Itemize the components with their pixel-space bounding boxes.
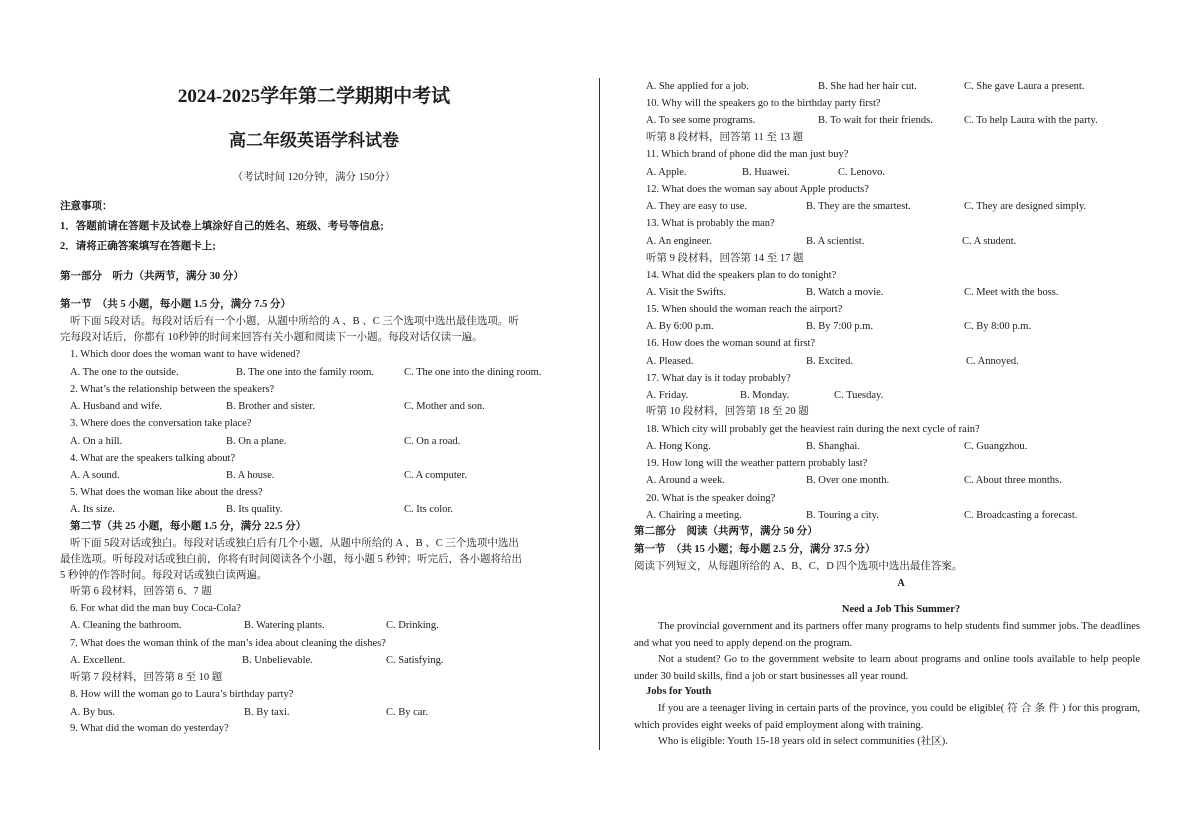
part2-section1-heading: 第一节 （共 15 小题；每小题 2.5 分，满分 37.5 分） bbox=[634, 544, 876, 555]
q5-option-b: B. Its quality. bbox=[226, 504, 283, 515]
passage-paragraph-3: If you are a teenager living in certain parts of the province, you could be eligible( 符 合 条 件 ) for this program, which provides eight weeks of paid employment along with training. bbox=[634, 703, 1140, 731]
question-20: 20. What is the speaker doing? bbox=[646, 493, 776, 504]
section1-heading: 第一节 （共 5 小题，每小题 1.5 分，满分 7.5 分） bbox=[60, 299, 291, 310]
q19-option-c: C. About three months. bbox=[964, 475, 1062, 486]
q11-option-b: B. Huawei. bbox=[742, 167, 790, 178]
q17-option-c: C. Tuesday. bbox=[834, 390, 884, 401]
question-12: 12. What does the woman say about Apple products? bbox=[646, 184, 869, 195]
q15-option-c: C. By 8:00 p.m. bbox=[964, 321, 1032, 332]
q9-option-b: B. She had her hair cut. bbox=[818, 81, 917, 92]
question-15: 15. When should the woman reach the airport? bbox=[646, 304, 843, 315]
q5-option-a: A. Its size. bbox=[70, 504, 115, 515]
q14-option-c: C. Meet with the boss. bbox=[964, 287, 1059, 298]
q2-option-a: A. Husband and wife. bbox=[70, 401, 162, 412]
q8-option-b: B. By taxi. bbox=[244, 707, 290, 718]
q10-option-a: A. To see some programs. bbox=[646, 115, 756, 126]
q9-option-c: C. She gave Laura a present. bbox=[964, 81, 1085, 92]
question-8: 8. How will the woman go to Laura’s birthday party? bbox=[70, 689, 294, 700]
jobs-for-youth-heading: Jobs for Youth bbox=[646, 686, 712, 697]
question-13: 13. What is probably the man? bbox=[646, 218, 775, 229]
question-6: 6. For what did the man buy Coca-Cola? bbox=[70, 603, 241, 614]
q4-option-a: A. A sound. bbox=[70, 470, 120, 481]
passage-paragraph-1: The provincial government and its partners offer many programs to help students find summer jobs. The deadlines and what you need to apply depend on the program. bbox=[634, 621, 1140, 649]
question-11: 11. Which brand of phone did the man just buy? bbox=[646, 149, 849, 160]
q17-option-a: A. Friday. bbox=[646, 390, 689, 401]
q20-option-c: C. Broadcasting a forecast. bbox=[964, 510, 1078, 521]
exam-subtitle: 高二年级英语学科试卷 bbox=[229, 131, 399, 150]
passage-letter: A bbox=[897, 578, 905, 589]
q18-option-b: B. Shanghai. bbox=[806, 441, 860, 452]
material-8-heading: 听第 8 段材料，回答第 11 至 13 题 bbox=[646, 132, 804, 143]
q12-option-b: B. They are the smartest. bbox=[806, 201, 911, 212]
q1-option-a: A. The one to the outside. bbox=[70, 367, 179, 378]
q11-option-a: A. Apple. bbox=[646, 167, 687, 178]
q20-option-a: A. Chairing a meeting. bbox=[646, 510, 742, 521]
q4-option-b: B. A house. bbox=[226, 470, 275, 481]
q16-option-c: C. Annoyed. bbox=[966, 356, 1019, 367]
q10-option-b: B. To wait for their friends. bbox=[818, 115, 933, 126]
exam-title: 2024-2025学年第二学期期中考试 bbox=[177, 86, 451, 107]
q16-option-a: A. Pleased. bbox=[646, 356, 694, 367]
q13-option-b: B. A scientist. bbox=[806, 236, 865, 247]
q19-option-b: B. Over one month. bbox=[806, 475, 890, 486]
question-4: 4. What are the speakers talking about? bbox=[70, 453, 236, 464]
q7-option-b: B. Unbelievable. bbox=[242, 655, 313, 666]
q15-option-a: A. By 6:00 p.m. bbox=[646, 321, 714, 332]
q3-option-b: B. On a plane. bbox=[226, 436, 287, 447]
column-divider bbox=[599, 78, 600, 750]
eligibility-line: Who is eligible: Youth 15-18 years old in select communities (社区). bbox=[658, 736, 948, 747]
material-9-heading: 听第 9 段材料，回答第 14 至 17 题 bbox=[646, 253, 804, 264]
material-7-heading: 听第 7 段材料，回答第 8 至 10 题 bbox=[70, 672, 223, 683]
section2-instruction-2: 最佳选项。听每段对话或独白前，你将有时间阅读各个小题，每小题 5 秒钟；听完后，各小题将给出 bbox=[60, 554, 522, 565]
question-7: 7. What does the woman think of the man’s idea about cleaning the dishes? bbox=[70, 638, 386, 649]
q13-option-c: C. A student. bbox=[962, 236, 1017, 247]
q6-option-a: A. Cleaning the bathroom. bbox=[70, 620, 182, 631]
notice-heading: 注意事项： bbox=[60, 201, 113, 212]
q7-option-c: C. Satisfying. bbox=[386, 655, 444, 666]
question-2: 2. What’s the relationship between the speakers? bbox=[70, 384, 275, 395]
question-17: 17. What day is it today probably? bbox=[646, 373, 791, 384]
section2-heading: 第二节（共 25 小题，每小题 1.5 分，满分 22.5 分） bbox=[70, 521, 307, 532]
q14-option-b: B. Watch a movie. bbox=[806, 287, 884, 298]
q2-option-c: C. Mother and son. bbox=[404, 401, 485, 412]
q9-option-a: A. She applied for a job. bbox=[646, 81, 749, 92]
q7-option-a: A. Excellent. bbox=[70, 655, 126, 666]
q8-option-c: C. By car. bbox=[386, 707, 428, 718]
q13-option-a: A. An engineer. bbox=[646, 236, 712, 247]
question-14: 14. What did the speakers plan to do tonight? bbox=[646, 270, 837, 281]
q6-option-c: C. Drinking. bbox=[386, 620, 439, 631]
q20-option-b: B. Touring a city. bbox=[806, 510, 879, 521]
q3-option-c: C. On a road. bbox=[404, 436, 461, 447]
q10-option-c: C. To help Laura with the party. bbox=[964, 115, 1098, 126]
question-5: 5. What does the woman like about the dress? bbox=[70, 487, 263, 498]
q1-option-b: B. The one into the family room. bbox=[236, 367, 375, 378]
q12-option-c: C. They are designed simply. bbox=[964, 201, 1087, 212]
exam-info: （考试时间 120分钟，满分 150分） bbox=[232, 172, 396, 183]
q16-option-b: B. Excited. bbox=[806, 356, 853, 367]
part2-heading: 第二部分 阅读（共两节，满分 50 分） bbox=[634, 526, 818, 537]
question-18: 18. Which city will probably get the heaviest rain during the next cycle of rain? bbox=[646, 424, 980, 435]
passage-paragraph-2: Not a student? Go to the government website to learn about programs and online tools available to help people under 30 build skills, find a job or start businesses all year round. bbox=[634, 654, 1140, 682]
q1-option-c: C. The one into the dining room. bbox=[404, 367, 542, 378]
question-9: 9. What did the woman do yesterday? bbox=[70, 723, 229, 734]
notice-2: 2．请将正确答案填写在答题卡上; bbox=[60, 241, 216, 252]
section2-instruction-1: 听下面 5段对话或独白。每段对话或独白后有几个小题，从题中所给的 A 、B 、C 三个选项中选出 bbox=[70, 538, 519, 549]
q17-option-b: B. Monday. bbox=[740, 390, 790, 401]
material-10-heading: 听第 10 段材料，回答第 18 至 20 题 bbox=[646, 406, 809, 417]
q8-option-a: A. By bus. bbox=[70, 707, 115, 718]
question-19: 19. How long will the weather pattern probably last? bbox=[646, 458, 868, 469]
part1-heading: 第一部分 听力（共两节，满分 30 分） bbox=[60, 271, 244, 282]
q19-option-a: A. Around a week. bbox=[646, 475, 726, 486]
q4-option-c: C. A computer. bbox=[404, 470, 467, 481]
q5-option-c: C. Its color. bbox=[404, 504, 453, 515]
q6-option-b: B. Watering plants. bbox=[244, 620, 325, 631]
q3-option-a: A. On a hill. bbox=[70, 436, 123, 447]
question-1: 1. Which door does the woman want to have widened? bbox=[70, 349, 301, 360]
question-10: 10. Why will the speakers go to the birthday party first? bbox=[646, 98, 881, 109]
part2-instruction: 阅读下列短文，从每题所给的 A、B、C、D 四个选项中选出最佳答案。 bbox=[634, 561, 963, 572]
notice-1: 1．答题前请在答题卡及试卷上填涂好自己的姓名、班级、考号等信息; bbox=[60, 221, 384, 232]
section1-instruction-2: 完每段对话后，你都有 10秒钟的时间来回答有关小题和阅读下一小题。每段对话仅读一遍。 bbox=[60, 332, 483, 343]
q15-option-b: B. By 7:00 p.m. bbox=[806, 321, 874, 332]
q11-option-c: C. Lenovo. bbox=[838, 167, 885, 178]
q18-option-a: A. Hong Kong. bbox=[646, 441, 711, 452]
section2-instruction-3: 5 秒钟的作答时间。每段对话或独白读两遍。 bbox=[60, 570, 268, 581]
q18-option-c: C. Guangzhou. bbox=[964, 441, 1028, 452]
q2-option-b: B. Brother and sister. bbox=[226, 401, 315, 412]
passage-title: Need a Job This Summer? bbox=[841, 604, 961, 615]
q14-option-a: A. Visit the Swifts. bbox=[646, 287, 726, 298]
material-6-heading: 听第 6 段材料，回答第 6、7 题 bbox=[70, 586, 212, 597]
question-3: 3. Where does the conversation take place? bbox=[70, 418, 252, 429]
q12-option-a: A. They are easy to use. bbox=[646, 201, 747, 212]
section1-instruction-1: 听下面 5段对话。每段对话后有一个小题，从题中所给的 A 、B 、C 三个选项中选出最佳选项。听 bbox=[70, 316, 519, 327]
question-16: 16. How does the woman sound at first? bbox=[646, 338, 816, 349]
